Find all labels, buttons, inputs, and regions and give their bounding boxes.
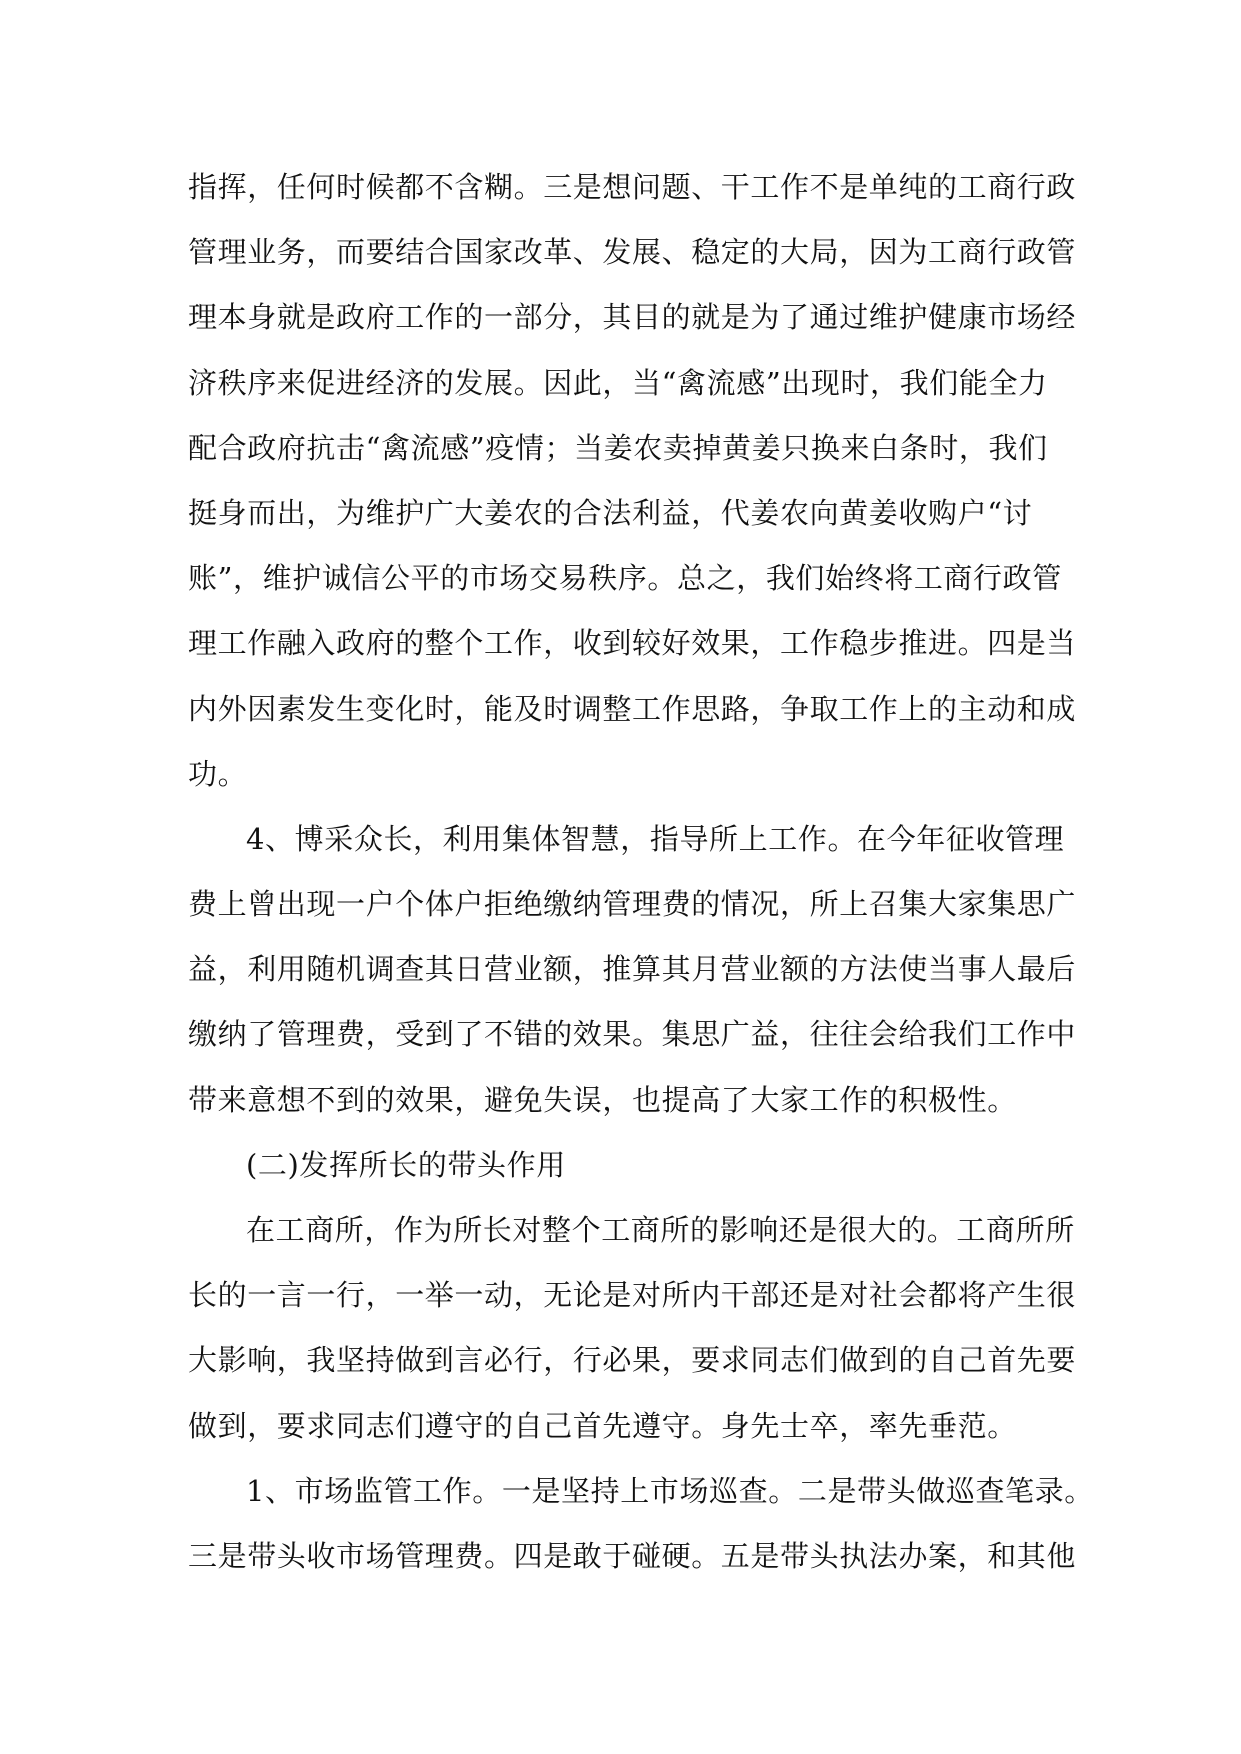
text-line: 理本身就是政府工作的一部分，其目的就是为了通过维护健康市场经 xyxy=(188,300,1077,335)
paragraph-start-line: 在工商所，作为所长对整个工商所的影响还是很大的。工商所所 xyxy=(246,1213,1075,1247)
text-line: 理工作融入政府的整个工作，收到较好效果，工作稳步推进。四是当 xyxy=(188,626,1077,661)
text-line: 三是带头收市场管理费。四是敢于碰硬。五是带头执法办案，和其他 xyxy=(188,1538,1077,1573)
text-line: 功。 xyxy=(188,756,248,791)
text-line: 指挥，任何时候都不含糊。三是想问题、干工作不是单纯的工商行政 xyxy=(188,170,1077,204)
text-line: 缴纳了管理费，受到了不错的效果。集思广益，往往会给我们工作中 xyxy=(188,1017,1077,1052)
text-line: 配合政府抗击“禽流感”疫情；当姜农卖掉黄姜只换来白条时，我们 xyxy=(188,430,1048,465)
paragraph-start-line: 1、市场监管工作。一是坚持上市场巡查。二是带头做巡查笔录。 xyxy=(246,1473,1094,1508)
paragraph-start-line: 4、博采众长，利用集体智慧，指导所上工作。在今年征收管理 xyxy=(246,821,1065,856)
section-heading: (二)发挥所长的带头作用 xyxy=(246,1147,566,1182)
text-line: 挺身而出，为维护广大姜农的合法利益，代姜农向黄姜收购户“讨 xyxy=(188,495,1033,530)
text-line: 济秩序来促进经济的发展。因此，当“禽流感”出现时，我们能全力 xyxy=(188,365,1048,400)
body-text xyxy=(188,155,1094,1589)
text-line: 管理业务，而要结合国家改革、发展、稳定的大局，因为工商行政管 xyxy=(188,235,1077,270)
text-line: 长的一言一行，一举一动，无论是对所内干部还是对社会都将产生很 xyxy=(188,1278,1077,1313)
text-line: 账”，维护诚信公平的市场交易秩序。总之，我们始终将工商行政管 xyxy=(188,561,1062,596)
text-line: 带来意想不到的效果，避免失误，也提高了大家工作的积极性。 xyxy=(188,1082,1017,1117)
text-line: 费上曾出现一户个体户拒绝缴纳管理费的情况，所上召集大家集思广 xyxy=(188,887,1077,922)
text-line: 益，利用随机调查其日营业额，推算其月营业额的方法使当事人最后 xyxy=(188,952,1077,987)
text-line: 大影响，我坚持做到言必行，行必果，要求同志们做到的自己首先要 xyxy=(188,1343,1077,1378)
text-line: 做到，要求同志们遵守的自己首先遵守。身先士卒，率先垂范。 xyxy=(188,1408,1017,1443)
text-line: 内外因素发生变化时，能及时调整工作思路，争取工作上的主动和成 xyxy=(188,691,1077,726)
